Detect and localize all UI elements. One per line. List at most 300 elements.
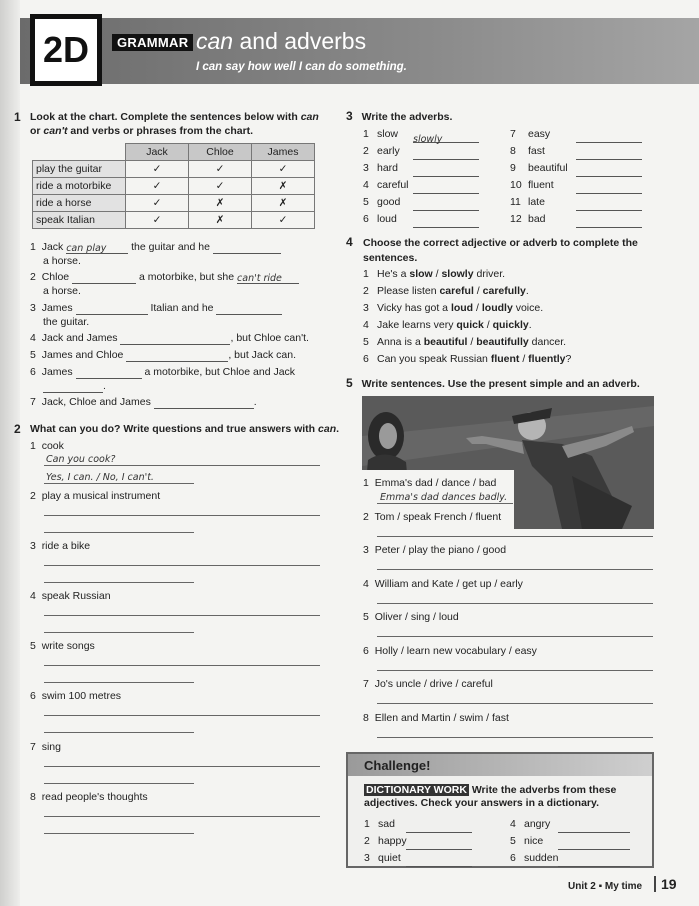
grammar-label: GRAMMAR [112, 34, 193, 51]
challenge-instruction-text: Write the adverbs from these adjectives. Check your answers in a dictionary. [364, 784, 617, 809]
item-number: 7 [510, 128, 516, 140]
item-number: 6 [30, 690, 36, 702]
chart-header-chloe: Chloe [189, 144, 252, 161]
answer-blank[interactable]: can't ride [237, 272, 299, 284]
answer-blank[interactable] [576, 182, 642, 194]
item-number: 2 [363, 511, 369, 523]
chart-mark: ✓ [126, 195, 189, 212]
chart-mark: ✓ [126, 178, 189, 195]
chart-row [33, 161, 315, 178]
item-text: James [41, 302, 73, 314]
item-text: Ellen and Martin / swim / fast [374, 712, 509, 724]
choice-option[interactable]: slowly [441, 268, 474, 280]
choice-separator: / [473, 302, 482, 314]
item-text: the guitar. [43, 316, 90, 328]
item-text: ride a bike [41, 540, 91, 552]
ex2-item [30, 690, 121, 702]
answer-blank[interactable] [558, 821, 630, 833]
item-number: 5 [363, 611, 369, 623]
ex4-item [363, 300, 571, 317]
item-text: sing [41, 741, 61, 753]
item-text: Can you speak Russian [377, 353, 491, 365]
ex1-instr-cant: can't [43, 125, 68, 137]
item-text: . [103, 380, 106, 392]
item-text: read people's thoughts [41, 791, 148, 803]
answer-blank[interactable] [76, 367, 142, 379]
item-text: play a musical instrument [41, 490, 161, 502]
ex3-heading [346, 109, 452, 123]
ex3-item [363, 143, 479, 160]
answer-blank[interactable]: slowly [413, 131, 479, 143]
item-text: William and Kate / get up / early [374, 578, 523, 590]
ex3-item [363, 160, 479, 177]
footer-separator: ▪ [598, 881, 603, 892]
ex5-item [363, 544, 506, 556]
ex3-item [510, 126, 642, 143]
chart-mark: ✓ [252, 161, 315, 178]
item-word: quiet [378, 852, 401, 864]
item-word: easy [528, 128, 551, 140]
item-number: 6 [363, 645, 369, 657]
ex3-item [363, 194, 479, 211]
chart-mark: ✓ [126, 212, 189, 229]
answer-blank[interactable] [43, 381, 103, 393]
item-continuation [30, 380, 106, 392]
item-text: James [41, 366, 73, 378]
ex2-item [30, 540, 90, 552]
item-number: 3 [30, 540, 36, 552]
item-text: , but Chloe can't. [230, 332, 309, 344]
item-number: 8 [363, 712, 369, 724]
chart-mark: ✓ [252, 212, 315, 229]
ex5-number: 5 [346, 376, 353, 390]
answer-line[interactable] [44, 682, 194, 683]
page-title [196, 28, 366, 55]
item-number: 11 [510, 196, 521, 208]
item-text: Anna is a [377, 336, 424, 348]
challenge-item [364, 816, 472, 833]
challenge-item [510, 850, 630, 867]
chart-header-jack: Jack [126, 144, 189, 161]
answer-blank[interactable] [216, 303, 282, 315]
item-text: the guitar and he [131, 241, 210, 253]
choice-separator: / [432, 268, 442, 280]
answer-blank[interactable] [558, 838, 630, 850]
item-text: Peter / play the piano / good [374, 544, 507, 556]
choice-separator: / [519, 353, 529, 365]
ex5-item [363, 611, 459, 623]
ex4-number: 4 [346, 235, 353, 249]
item-word: late [528, 196, 545, 208]
answer-blank[interactable] [413, 199, 479, 211]
chart-row-label: speak Italian [33, 212, 126, 229]
chart-row [33, 212, 315, 229]
ex5-item [363, 712, 509, 724]
answer-blank[interactable] [576, 131, 642, 143]
ex5-item [363, 477, 496, 489]
answer-line[interactable] [377, 636, 653, 637]
item-number: 7 [30, 396, 36, 408]
ex5-item [363, 678, 493, 690]
answer-blank[interactable] [213, 242, 281, 254]
ex3-left-list [363, 126, 479, 228]
ex3-item [510, 194, 642, 211]
answer-line[interactable] [377, 670, 653, 671]
ex3-item [510, 143, 642, 160]
ex3-item [363, 211, 479, 228]
item-text: swim 100 metres [41, 690, 122, 702]
ex1-item [30, 331, 330, 345]
answer-blank[interactable] [154, 397, 254, 409]
ex5-item [363, 645, 537, 657]
item-text: Italian and he [150, 302, 214, 314]
item-text: He's a [377, 268, 410, 280]
answer-blank[interactable] [406, 821, 472, 833]
item-word: slow [377, 128, 399, 140]
item-number: 4 [510, 818, 516, 830]
item-number: 1 [363, 477, 369, 489]
ex2-instr-can: can [318, 423, 337, 435]
answer-blank[interactable] [413, 182, 479, 194]
item-number: 3 [363, 302, 369, 314]
chart-header-row [33, 144, 315, 161]
ex5-instruction: Write sentences. Use the present simple and an adverb. [361, 378, 640, 390]
answer-line[interactable] [377, 569, 653, 570]
ex3-item [510, 211, 642, 228]
item-word: nice [524, 835, 544, 847]
item-text: Jack and James [41, 332, 118, 344]
chart-mark: ✓ [126, 161, 189, 178]
item-text: . [525, 285, 529, 297]
answer-line[interactable] [44, 783, 194, 784]
answer-line[interactable] [44, 483, 194, 484]
choice-option[interactable]: fluently [528, 353, 566, 365]
item-number: 2 [363, 145, 369, 157]
choice-separator: / [473, 285, 483, 297]
item-word: beautiful [528, 162, 568, 174]
unit-badge: 2D [30, 14, 102, 86]
item-number: 6 [510, 852, 516, 864]
item-text: ? [565, 353, 572, 365]
item-text: Jake learns very [377, 319, 457, 331]
item-word: sudden [524, 852, 559, 864]
handwritten-question: Can you cook? [46, 454, 116, 465]
item-word: loud [377, 213, 397, 225]
answer-blank[interactable] [413, 216, 479, 228]
choice-option[interactable]: loudly [481, 302, 513, 314]
item-text: . [528, 319, 532, 331]
item-text: Jo's uncle / drive / careful [374, 678, 493, 690]
answer-line[interactable] [44, 816, 320, 817]
item-number: 2 [30, 490, 36, 502]
item-number: 6 [363, 353, 369, 365]
item-number: 5 [363, 196, 369, 208]
chart-corner [33, 144, 126, 161]
item-number: 1 [30, 440, 36, 452]
challenge-title: Challenge! [348, 754, 652, 776]
challenge-left-list [364, 816, 472, 867]
item-number: 5 [30, 640, 36, 652]
item-word: hard [377, 162, 399, 174]
item-text: Holly / learn new vocabulary / easy [374, 645, 537, 657]
item-number: 1 [363, 128, 369, 140]
answer-blank[interactable] [120, 333, 230, 345]
answer-blank[interactable] [576, 216, 642, 228]
ex1-item [30, 301, 330, 329]
answer-blank[interactable] [558, 855, 630, 867]
ex1-number: 1 [14, 110, 21, 124]
ex1-item [30, 365, 330, 393]
ex1-item [30, 270, 330, 298]
item-text: a motorbike, but Chloe and Jack [144, 366, 296, 378]
answer-blank[interactable] [413, 148, 479, 160]
ex4-item [363, 317, 571, 334]
item-text: voice. [512, 302, 544, 314]
answer-line[interactable] [377, 503, 513, 504]
footer-unit-label: Unit 2 [568, 881, 596, 892]
ex5-heading [346, 376, 640, 390]
choice-option[interactable]: beautifully [476, 336, 529, 348]
item-word: fast [528, 145, 545, 157]
answer-blank[interactable] [576, 148, 642, 160]
item-number: 2 [364, 835, 370, 847]
chart-mark: ✓ [189, 161, 252, 178]
ex4-item [363, 351, 571, 368]
item-text: dancer. [528, 336, 567, 348]
answer-line[interactable] [44, 465, 320, 466]
ex4-instruction: Choose the correct adjective or adverb to complete the sentences. [363, 237, 638, 264]
item-number: 7 [30, 741, 36, 753]
item-text: a horse. [43, 285, 81, 297]
chart-row-label: ride a motorbike [33, 178, 126, 195]
item-number: 1 [364, 818, 370, 830]
ex2-item [30, 590, 111, 602]
answer-blank[interactable] [126, 350, 228, 362]
ex3-instruction: Write the adverbs. [361, 111, 453, 123]
choice-option[interactable]: beautiful [423, 336, 468, 348]
challenge-box [346, 752, 654, 868]
title-can: can [196, 28, 234, 54]
item-number: 5 [510, 835, 516, 847]
item-word: good [377, 196, 401, 208]
item-number: 3 [364, 852, 370, 864]
item-word: sad [378, 818, 395, 830]
answer-line[interactable] [44, 632, 194, 633]
answer-blank[interactable] [413, 165, 479, 177]
answer-line[interactable] [377, 703, 653, 704]
ex1-item [30, 348, 330, 362]
item-number: 2 [30, 271, 36, 283]
item-number: 4 [30, 590, 36, 602]
ex3-right-list [510, 126, 642, 228]
choice-option[interactable]: slow [409, 268, 433, 280]
answer-line[interactable] [377, 536, 653, 537]
item-number: 10 [510, 179, 522, 191]
item-text: speak Russian [41, 590, 111, 602]
item-number: 3 [363, 162, 369, 174]
answer-line[interactable] [44, 582, 194, 583]
footer-topic: My time [604, 881, 643, 892]
answer-blank[interactable] [72, 272, 136, 284]
item-text: a motorbike, but she [138, 271, 235, 283]
ex5-item [363, 511, 501, 523]
ex4-item [363, 283, 571, 300]
item-text: write songs [41, 640, 95, 652]
item-number: 3 [363, 544, 369, 556]
answer-line[interactable] [44, 565, 320, 566]
ex1-instr-b: or [30, 125, 44, 137]
page-gutter [0, 0, 20, 906]
item-number: 6 [30, 366, 36, 378]
answer-blank[interactable] [76, 303, 148, 315]
ex2-instruction [30, 423, 339, 435]
challenge-instruction [348, 776, 644, 810]
ex2-item [30, 440, 64, 452]
choice-option[interactable]: quickly [492, 319, 529, 331]
challenge-item [364, 850, 472, 867]
item-number: 6 [363, 213, 369, 225]
item-text: a horse. [43, 255, 81, 267]
answer-blank[interactable] [406, 855, 472, 867]
item-word: careful [377, 179, 409, 191]
answer-line[interactable] [44, 715, 320, 716]
item-text: Vicky has got a [377, 302, 451, 314]
answer-line[interactable] [377, 737, 653, 738]
item-number: 8 [30, 791, 36, 803]
ex1-instruction [30, 110, 324, 138]
chart-mark: ✗ [189, 195, 252, 212]
ex1-instr-c: and verbs or phrases from the chart. [67, 125, 254, 137]
chart-row [33, 195, 315, 212]
ex3-item [510, 177, 642, 194]
answer-line[interactable] [44, 665, 320, 666]
page-number: 19 [654, 876, 677, 892]
choice-option[interactable]: quick [456, 319, 484, 331]
ex3-item [363, 126, 479, 143]
chart-mark: ✗ [252, 195, 315, 212]
item-word: bad [528, 213, 546, 225]
choice-separator: / [467, 336, 477, 348]
answer-blank[interactable] [406, 838, 472, 850]
item-text: driver. [473, 268, 506, 280]
dictionary-work-tag: DICTIONARY WORK [366, 784, 467, 796]
ex1-item [30, 240, 330, 268]
answer-blank[interactable] [576, 199, 642, 211]
answer-line[interactable] [377, 603, 653, 604]
item-number: 4 [363, 179, 369, 191]
item-number: 7 [363, 678, 369, 690]
challenge-item [510, 833, 630, 850]
answer-line[interactable] [44, 515, 320, 516]
item-number: 1 [363, 268, 369, 280]
chart-row-label: play the guitar [33, 161, 126, 178]
chart-mark: ✗ [252, 178, 315, 195]
item-number: 4 [363, 578, 369, 590]
ex1-heading [14, 110, 324, 137]
item-text: Please listen [377, 285, 440, 297]
choice-option[interactable]: loud [450, 302, 474, 314]
item-number: 5 [363, 336, 369, 348]
item-number: 9 [510, 162, 516, 174]
choice-option[interactable]: carefully [482, 285, 526, 297]
item-number: 12 [510, 213, 522, 225]
ex5-item [363, 578, 523, 590]
ex3-item [510, 160, 642, 177]
item-text: James and Chloe [41, 349, 124, 361]
item-text: Jack [41, 241, 64, 253]
ex2-instr-a: What can you do? Write questions and true answers with [30, 423, 319, 435]
ex1-instr-can: can [300, 111, 319, 123]
item-number: 1 [30, 241, 36, 253]
ex2-number: 2 [14, 422, 21, 436]
answer-line[interactable] [44, 766, 320, 767]
ex4-item [363, 266, 571, 283]
ex3-item [363, 177, 479, 194]
challenge-item [510, 816, 630, 833]
ex4-item [363, 334, 571, 351]
item-number: 4 [363, 319, 369, 331]
ex1-instr-a: Look at the chart. Complete the sentences below with [30, 111, 301, 123]
ex2-item [30, 791, 148, 803]
ex4-list [363, 266, 571, 368]
challenge-right-list [510, 816, 630, 867]
item-word: angry [524, 818, 551, 830]
item-text: Jack, Chloe and James [41, 396, 151, 408]
item-number: 4 [30, 332, 36, 344]
chart-header-james: James [252, 144, 315, 161]
handwritten-answer: Emma's dad dances badly. [380, 492, 508, 503]
ability-chart [32, 143, 315, 229]
item-word: happy [378, 835, 407, 847]
handwritten-answer: Yes, I can. / No, I can't. [46, 472, 154, 483]
item-number: 5 [30, 349, 36, 361]
choice-option[interactable]: fluent [490, 353, 520, 365]
item-text: Chloe [41, 271, 70, 283]
item-number: 8 [510, 145, 516, 157]
chart-mark: ✗ [189, 212, 252, 229]
ex1-item [30, 395, 330, 409]
item-text: cook [41, 440, 64, 452]
ex3-number: 3 [346, 109, 353, 123]
item-number: 3 [30, 302, 36, 314]
ex2-item [30, 490, 160, 502]
footer-unit [568, 881, 642, 892]
item-text: , but Jack can. [228, 349, 297, 361]
answer-blank[interactable] [576, 165, 642, 177]
choice-option[interactable]: careful [439, 285, 474, 297]
ex2-heading [14, 422, 340, 436]
item-word: fluent [528, 179, 554, 191]
ex2-item [30, 640, 95, 652]
ex2-item [30, 741, 61, 753]
choice-separator: / [483, 319, 493, 331]
item-text: Tom / speak French / fluent [374, 511, 502, 523]
answer-line[interactable] [44, 732, 194, 733]
item-text: . [253, 396, 257, 408]
answer-line[interactable] [44, 532, 194, 533]
answer-blank[interactable]: can play [66, 242, 128, 254]
answer-line[interactable] [44, 833, 194, 834]
chart-row-label: ride a horse [33, 195, 126, 212]
ex4-heading [346, 235, 646, 264]
chart-row [33, 178, 315, 195]
item-text: Oliver / sing / loud [374, 611, 459, 623]
item-word: early [377, 145, 400, 157]
ex2-instr-b: . [336, 423, 340, 435]
answer-line[interactable] [44, 615, 320, 616]
page-subtitle: I can say how well I can do something. [196, 61, 407, 73]
challenge-item [364, 833, 472, 850]
